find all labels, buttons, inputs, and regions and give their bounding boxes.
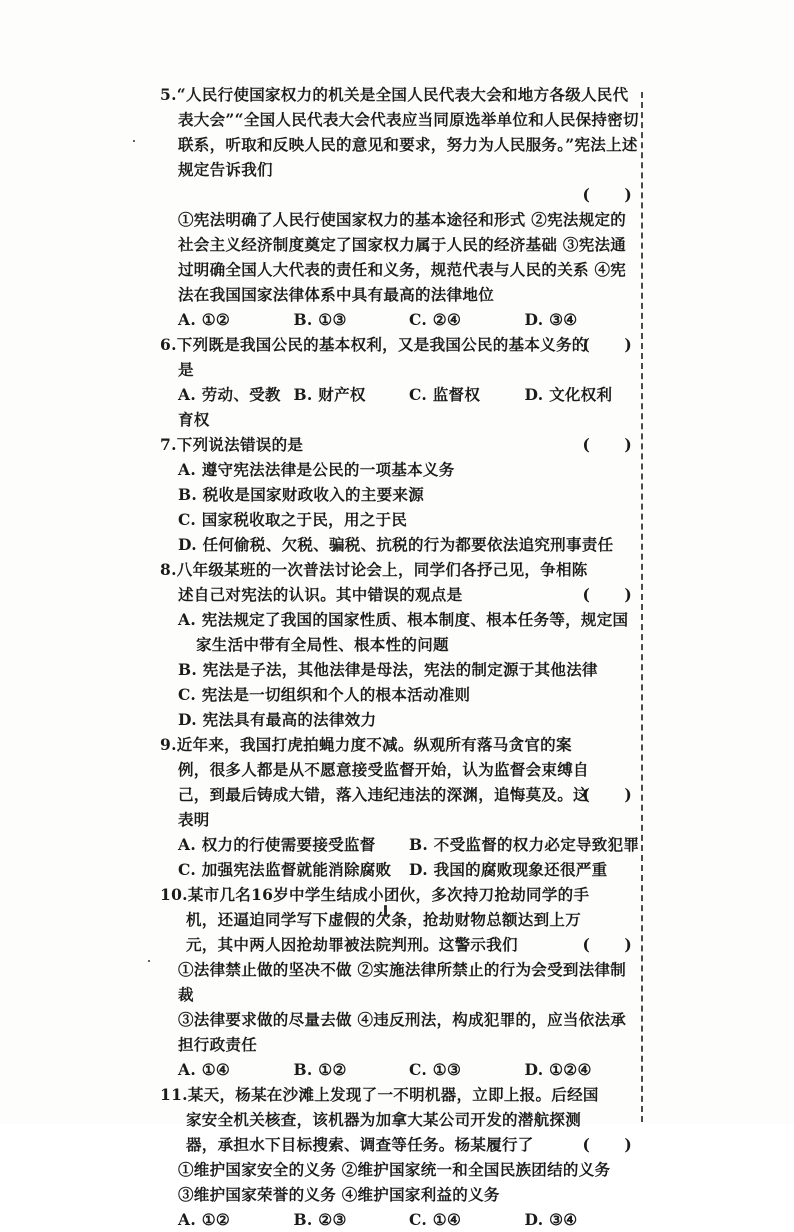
question-10-options [160,1057,640,1082]
option-c[interactable]: C. ①④ [409,1210,462,1229]
question-5-statements: ①宪法明确了人民行使国家权力的基本途径和形式 ②宪法规定的社会主义经济制度奠定了国家权力属于人民的经济基础 ③宪法通过明确全国人大代表的责任和义务，规范代表与人民的关系 ④宪法在我国国家法律体系中具有最高的法律地位 [178,210,627,304]
question-11-statement-line: ①维护国家安全的义务 ②维护国家统一和全国民族团结的义务 [178,1160,611,1179]
question-11 [160,1082,640,1232]
question-number: 7. [160,435,177,454]
question-text: 近年来，我国打虎拍蝇力度不减。纵观所有落马贪官的案例，很多人都是从不愿意接受监督开始，认为监督会束缚自己，到最后铸成大错，落入违纪违法的深渊，追悔莫及。这表明 [176,735,589,829]
question-10-statement-line: ①法律禁止做的坚决不做 ②实施法律所禁止的行为会受到法律制裁 [178,960,627,1004]
answer-bracket[interactable]: ( ) [582,435,632,454]
option-a[interactable]: A. ①② [178,310,231,329]
scan-speck [133,140,135,142]
option-b[interactable]: B. ①② [293,1060,347,1079]
option-c[interactable]: C. ①③ [409,1060,462,1079]
answer-bracket[interactable]: ( ) [582,585,632,604]
question-11-statement-line: ③维护国家荣誉的义务 ④维护国家利益的义务 [178,1185,500,1204]
question-9 [160,732,640,882]
question-number: 9. [160,735,177,754]
question-7 [160,432,640,557]
question-8 [160,557,640,732]
option-a[interactable]: A. 遵守宪法法律是公民的一项基本义务 [178,460,455,479]
question-list [160,82,640,1232]
option-d[interactable]: D. ③④ [524,310,578,329]
question-5-options [160,307,640,332]
option-a[interactable]: A. 劳动、受教育权 [178,385,281,429]
option-c[interactable]: C. 加强宪法监督就能消除腐败 [178,860,392,879]
question-11-stem [160,1082,640,1157]
question-number: 5. [160,85,177,104]
option-d[interactable]: D. 我国的腐败现象还很严重 [409,860,608,879]
answer-bracket-line [160,182,640,207]
option-c[interactable]: C. 国家税收取之于民，用之于民 [178,510,408,529]
scan-speck [148,960,150,962]
question-11-options [160,1207,640,1232]
answer-bracket[interactable]: ( ) [582,185,632,204]
option-b[interactable]: B. 不受监督的权力必定导致犯罪 [409,835,640,854]
question-text: 八年级某班的一次普法讨论会上，同学们各抒己见，争相陈述自己对宪法的认识。其中错误的观点是 [176,560,588,604]
question-10-statement-line: ③法律要求做的尽量去做 ④违反刑法，构成犯罪的，应当依法承担行政责任 [178,1010,627,1054]
question-number: 11. [160,1085,188,1104]
question-9-options-row-2 [160,857,640,882]
question-number: 6. [160,335,177,354]
option-c[interactable]: C. ②④ [409,310,462,329]
option-d[interactable]: D. 宪法具有最高的法律效力 [178,710,377,729]
option-a[interactable]: A. ①② [178,1210,231,1229]
answer-bracket[interactable]: ( ) [582,335,632,354]
option-b[interactable]: B. 财产权 [293,385,366,404]
question-number: 8. [160,560,177,579]
option-c[interactable]: C. 宪法是一切组织和个人的根本活动准则 [178,685,471,704]
question-5 [160,82,640,332]
question-9-stem [160,732,640,832]
binding-dashed-line [641,92,643,1122]
question-6 [160,332,640,432]
option-b[interactable]: B. ②③ [293,1210,347,1229]
option-b[interactable]: B. 宪法是子法，其他法律是母法，宪法的制定源于其他法律 [178,660,598,679]
question-10-stem [160,882,640,957]
option-d[interactable]: D. ①②④ [524,1060,592,1079]
option-a[interactable]: A. 宪法规定了我国的国家性质、根本制度、根本任务等，规定国家生活中带有全局性、根本性的问题 [178,610,629,654]
question-text: “人民行使国家权力的机关是全国人民代表大会和地方各级人民代表大会”“全国人民代表大会代表应当同原选举单位和人民保持密切联系，听取和反映人民的意见和要求，努力为人民服务。”宪法上述规定告诉我们 [176,85,639,179]
option-c[interactable]: C. 监督权 [409,385,481,404]
question-text: 下列说法错误的是 [176,435,304,454]
question-7-stem [160,432,640,457]
question-number: 10. [160,885,188,904]
question-6-stem [160,332,640,382]
question-text: 某天，杨某在沙滩上发现了一不明机器，立即上报。后经国家安全机关核查，该机器为加拿大某公司开发的潜航探测器，承担水下目标搜索、调查等任务。杨某履行了 [186,1085,599,1154]
question-10 [160,882,640,1082]
option-a[interactable]: A. ①④ [178,1060,231,1079]
question-6-options [160,382,640,432]
question-text: 下列既是我国公民的基本权利，又是我国公民的基本义务的是 [176,335,588,379]
option-b[interactable]: B. 税收是国家财政收入的主要来源 [178,485,424,504]
answer-bracket[interactable]: ( ) [582,1135,632,1154]
option-d[interactable]: D. 任何偷税、欠税、骗税、抗税的行为都要依法追究刑事责任 [178,535,614,554]
option-a[interactable]: A. 权力的行使需要接受监督 [178,835,376,854]
question-5-stem [160,82,640,182]
answer-bracket[interactable]: ( ) [582,935,632,954]
option-d[interactable]: D. ③④ [524,1210,578,1229]
question-8-stem [160,557,640,607]
option-d[interactable]: D. 文化权利 [524,385,613,404]
question-9-options-row-1 [160,832,640,857]
question-text: 某市几名16岁中学生结成小团伙，多次持刀抢劫同学的手机，还逼迫同学写下虚假的欠条，抢劫财物总额达到上万元，其中两人因抢劫罪被法院判刑。这警示我们 [186,885,590,954]
option-b[interactable]: B. ①③ [293,310,347,329]
answer-bracket[interactable]: ( ) [582,785,632,804]
